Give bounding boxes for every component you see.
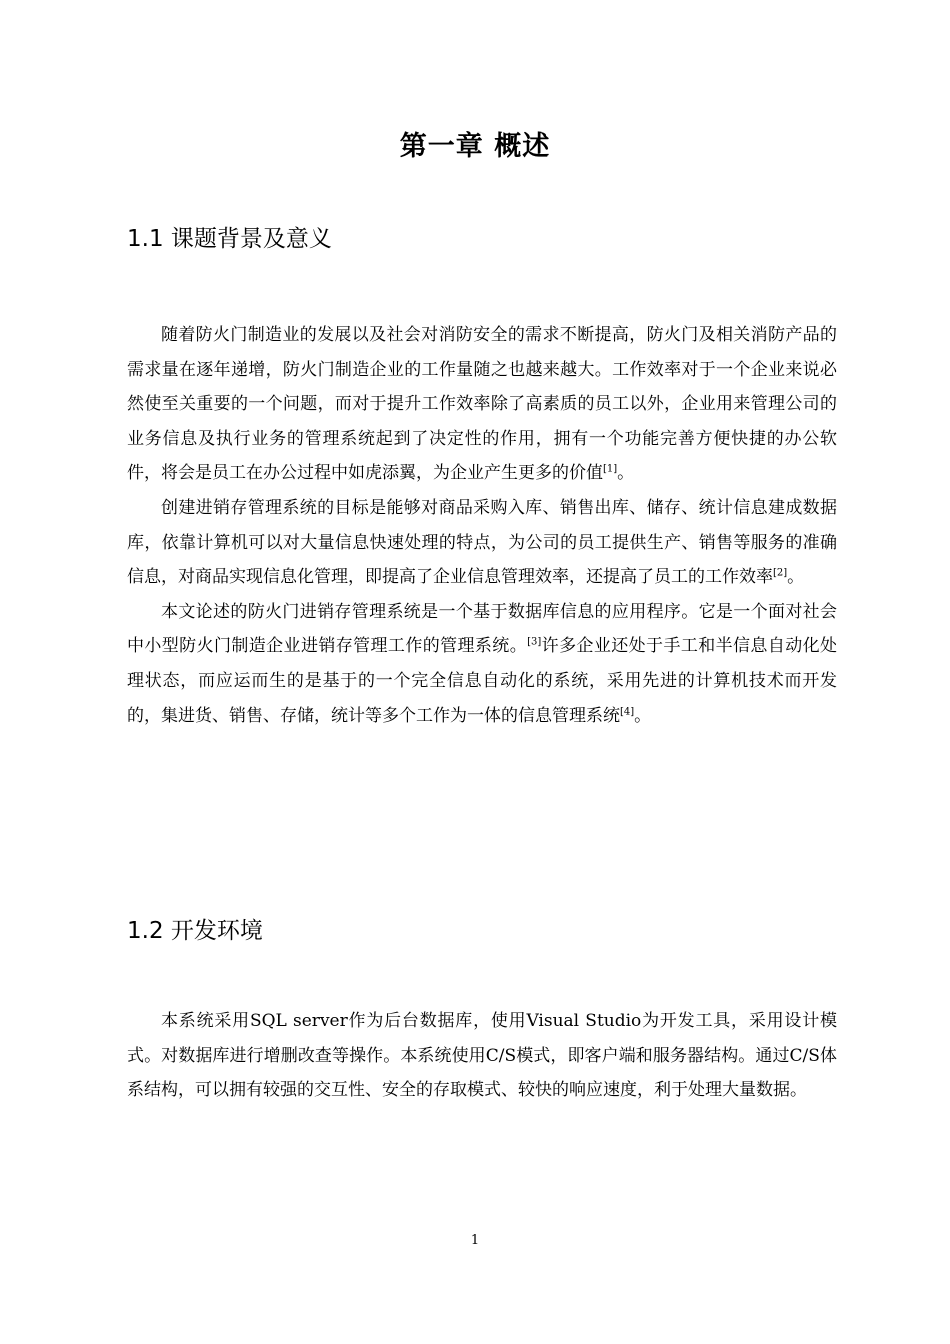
section-heading-1-1: 1.1 课题背景及意义 (127, 226, 332, 252)
paragraph-text: 创建进销存管理系统的目标是能够对商品采购入库、销售出库、储存、统计信息建成数据库，依靠计算机可以对大量信息快速处理的特点，为公司的员工提供生产、销售等服务的准确信息，对商品实现信息化管理，即提高了企业信息管理效率，还提高了员工的工作效率 (127, 497, 837, 588)
citation: [4] (620, 705, 635, 717)
paragraph (127, 595, 837, 733)
citation: [2] (773, 567, 788, 579)
paragraph-end: 。 (634, 705, 652, 726)
section-heading-1-2: 1.2 开发环境 (127, 918, 263, 944)
paragraph: 本系统采用SQL server作为后台数据库，使用Visual Studio为开发工具，采用设计模式。对数据库进行增删改查等操作。本系统使用C/S模式，即客户端和服务器结构。通过C/S体系结构，可以拥有较强的交互性、安全的存取模式、较快的响应速度，利于处理大量数据。 (127, 1011, 837, 1101)
chapter-title: 第一章 概述 (399, 131, 551, 162)
paragraph (127, 491, 837, 595)
page-number: 1 (470, 1233, 480, 1248)
paragraph-text: 本文论述的防火门进销存管理系统是一个基于数据库信息的应用程序。它是一个面对社会中小型防火门制造企业进销存管理工作的管理系统。 (127, 601, 837, 657)
paragraph-end: 。 (617, 463, 635, 484)
paragraph-end: 。 (787, 567, 805, 588)
section-1-1-body (127, 318, 837, 733)
paragraph (127, 318, 837, 491)
section-1-2-body (127, 1004, 837, 1108)
paragraph-text: 随着防火门制造业的发展以及社会对消防安全的需求不断提高，防火门及相关消防产品的需求量在逐年递增，防火门制造企业的工作量随之也越来越大。工作效率对于一个企业来说必然使至关重要的一个问题，而对于提升工作效率除了高素质的员工以外，企业用来管理公司的业务信息及执行业务的管理系统起到了决定性的作用，拥有一个功能完善方便快捷的办公软件，将会是员工在办公过程中如虎添翼，为企业产生更多的价值 (127, 325, 837, 484)
citation: [3] (527, 636, 542, 648)
citation: [1] (603, 463, 618, 475)
paragraph-text: 许多企业还处于手工和半信息自动化处理状态，而应运而生的是基于的一个完全信息自动化的系统，采用先进的计算机技术而开发的，集进货、销售、存储，统计等多个工作为一体的信息管理系统 (127, 636, 838, 726)
